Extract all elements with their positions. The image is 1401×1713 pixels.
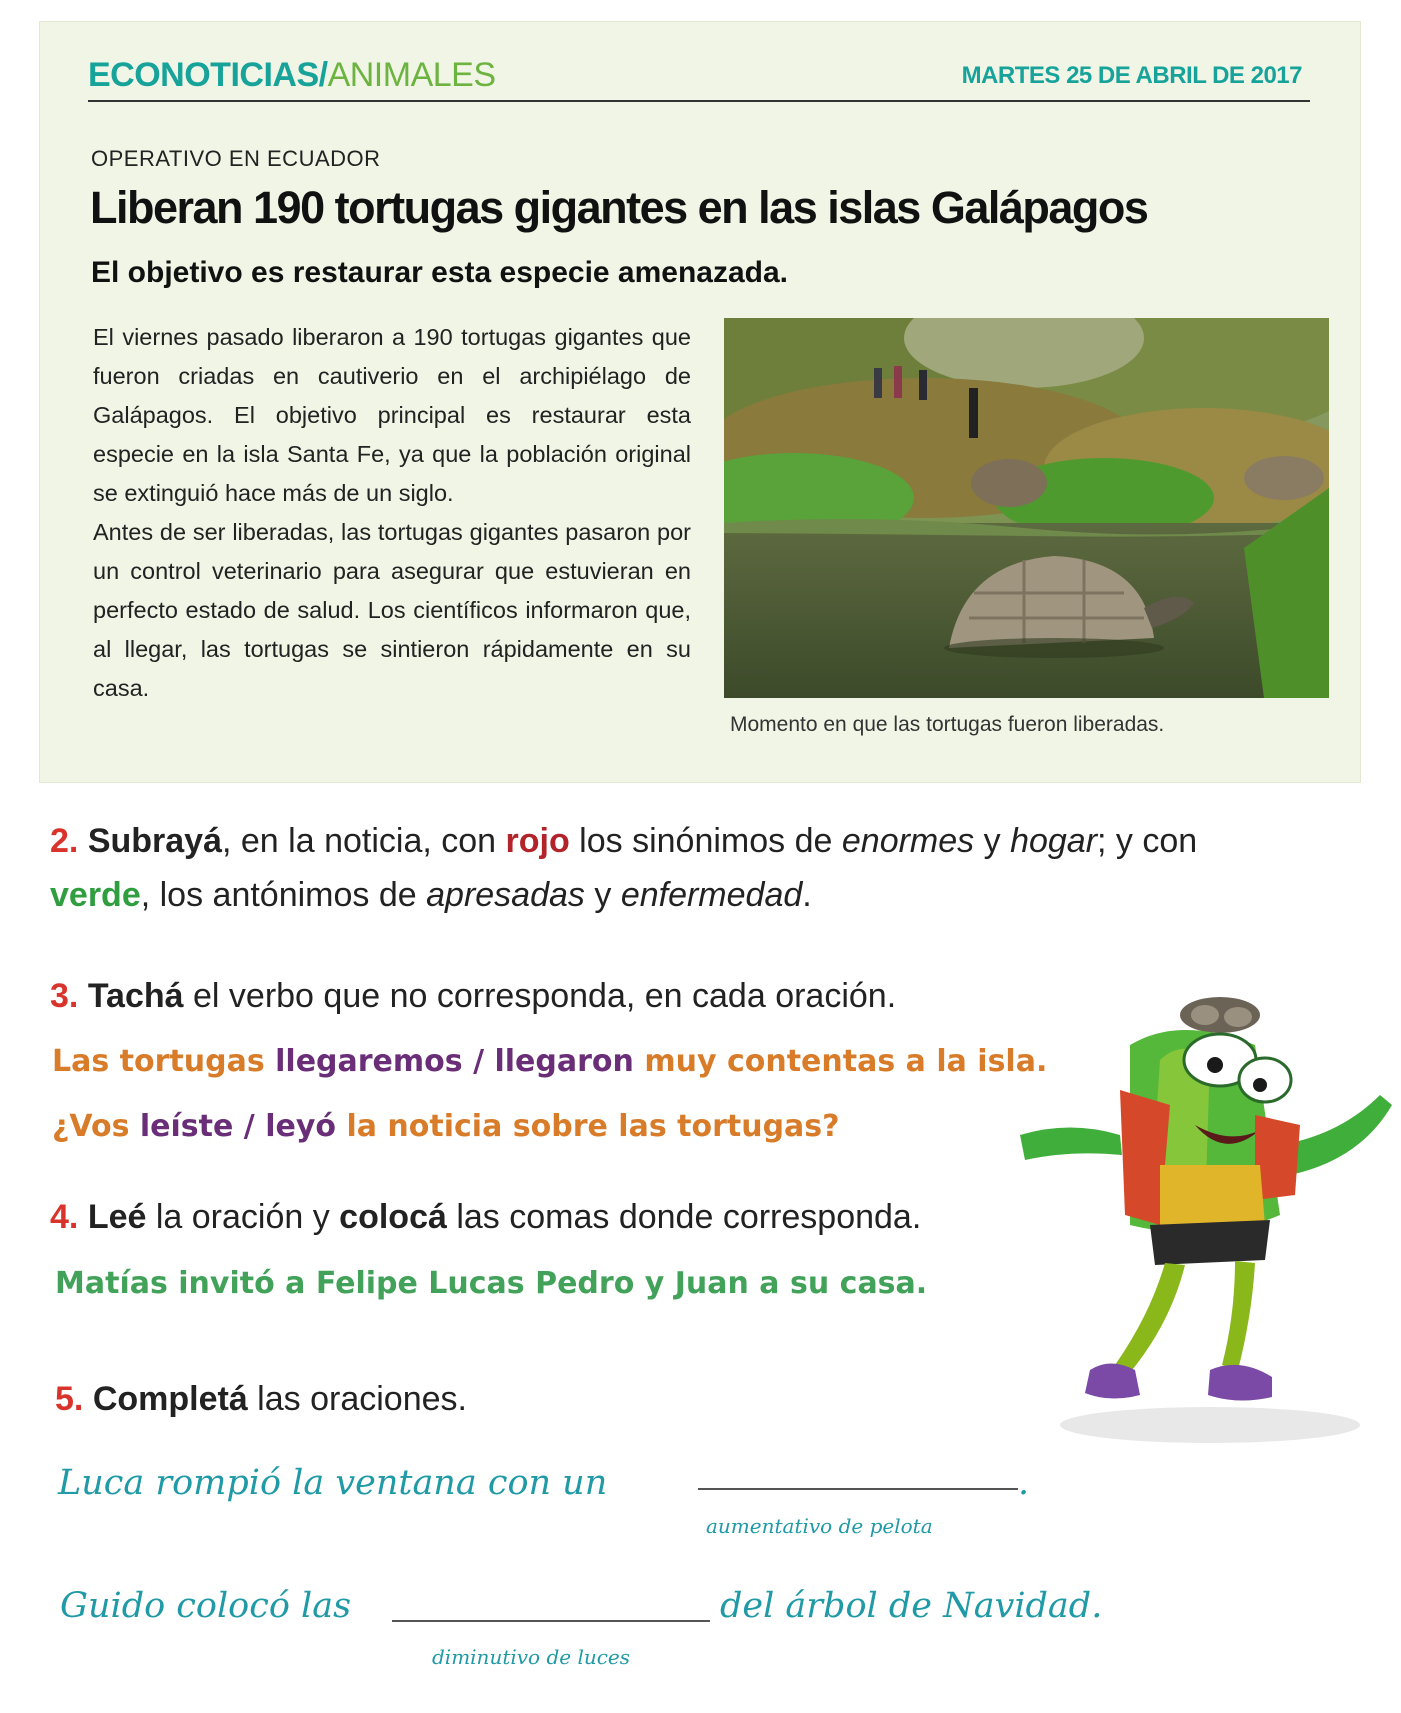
exercise-4-text: la oración y	[146, 1198, 340, 1236]
word-enfermedad: enfermedad	[620, 876, 803, 914]
exercise-5-instruction	[55, 1380, 467, 1419]
news-subheadline: El objetivo es restaurar esta especie amenazada.	[91, 256, 789, 289]
photo-caption: Momento en que las tortugas fueron liberadas.	[730, 713, 1165, 736]
tortoise-photo	[724, 318, 1329, 698]
hint-aumentativo: aumentativo de pelota	[706, 1514, 933, 1538]
exercise-3-text: el verbo que no corresponda, en cada oración.	[183, 977, 897, 1015]
exercise-4-instruction	[50, 1198, 921, 1237]
verb-option-llegaron[interactable]: llegaron	[494, 1044, 634, 1079]
exercise-3-number: 3.	[50, 977, 79, 1015]
section-topic: ANIMALES	[327, 56, 496, 94]
sentence-2-end: la noticia sobre las tortugas?	[336, 1109, 840, 1144]
exercise-4-text: las comas donde corresponda.	[446, 1198, 922, 1236]
exercise-2-text: y	[584, 876, 621, 914]
mascot-illustration	[1010, 985, 1400, 1455]
section-brand: ECONOTICIAS	[88, 56, 319, 94]
exercise-5-number: 5.	[55, 1380, 84, 1418]
exercise-2-text: los sinónimos de	[569, 822, 842, 860]
exercise-2-text: ; y con	[1097, 822, 1198, 860]
sentence-2-start: ¿Vos	[52, 1109, 140, 1144]
hint-diminutivo: diminutivo de luces	[432, 1645, 631, 1669]
exercise-2-line-1	[50, 822, 1197, 861]
exercise-3-verb: Tachá	[87, 977, 184, 1015]
exercise-2-text: y	[974, 822, 1011, 860]
sentence-1-end: muy contentas a la isla.	[633, 1044, 1048, 1079]
exercise-2-text: , los antónimos de	[140, 876, 427, 914]
news-paragraph-1: El viernes pasado liberaron a 190 tortugas gigantes que fueron criadas en cautiverio en el archipiélago de Galápagos. El objetivo principal es restaurar esta especie en la isla Santa Fe, ya que la población original se extinguió hace más de un siglo.	[93, 324, 691, 506]
blank-diminutivo[interactable]	[392, 1620, 710, 1622]
exercise-4-sentence[interactable]: Matías invitó a Felipe Lucas Pedro y Juan a su casa.	[55, 1266, 928, 1301]
mascot-character	[1010, 985, 1400, 1455]
news-date: MARTES 25 DE ABRIL DE 2017	[961, 62, 1302, 89]
exercise-2-line-2	[50, 876, 812, 915]
blank-aumentativo[interactable]	[698, 1488, 1018, 1490]
completion-sentence-2-end: del árbol de Navidad.	[720, 1586, 1103, 1626]
section-label	[88, 56, 496, 95]
section-separator: /	[318, 56, 328, 94]
word-verde: verde	[50, 876, 141, 914]
news-header	[88, 50, 1310, 102]
news-headline: Liberan 190 tortugas gigantes en las islas Galápagos	[90, 182, 1148, 233]
verb-option-llegaremos[interactable]: llegaremos	[275, 1044, 463, 1079]
exercise-4-verb-lee: Leé	[87, 1198, 147, 1236]
word-hogar: hogar	[1010, 822, 1098, 860]
exercise-2-verb: Subrayá	[87, 822, 222, 860]
sentence-1-period: .	[1018, 1463, 1030, 1503]
news-kicker: OPERATIVO EN ECUADOR	[91, 146, 381, 171]
exercise-5-text: las oraciones.	[247, 1380, 467, 1418]
exercise-5-verb: Completá	[92, 1380, 248, 1418]
exercise-3-sentence-1	[52, 1044, 1047, 1079]
tortoise-photo-illustration	[724, 318, 1329, 698]
exercise-3-instruction	[50, 977, 896, 1016]
exercise-2-text: .	[802, 876, 812, 914]
sentence-1-start: Las tortugas	[52, 1044, 276, 1079]
news-body	[93, 318, 691, 708]
completion-sentence-1: Luca rompió la ventana con un	[58, 1463, 608, 1503]
exercise-2-text: , en la noticia, con	[222, 822, 506, 860]
exercise-2-number: 2.	[50, 822, 79, 860]
word-enormes: enormes	[841, 822, 975, 860]
exercise-4-number: 4.	[50, 1198, 79, 1236]
completion-sentence-2: Guido colocó las	[60, 1586, 352, 1626]
exercise-4-verb-coloca: colocá	[339, 1198, 447, 1236]
exercise-3-sentence-2	[52, 1109, 840, 1144]
option-separator: /	[462, 1044, 495, 1079]
news-paragraph-2: Antes de ser liberadas, las tortugas gigantes pasaron por un control veterinario para asegurar que estuvieran en perfecto estado de salud. Los científicos informaron que, al llegar, las tortugas se sintieron rápidamente en su casa.	[93, 519, 691, 701]
verb-option-leiste[interactable]: leíste	[139, 1109, 234, 1144]
option-separator: /	[233, 1109, 266, 1144]
word-rojo: rojo	[505, 822, 570, 860]
word-apresadas: apresadas	[426, 876, 585, 914]
verb-option-leyo[interactable]: leyó	[265, 1109, 337, 1144]
